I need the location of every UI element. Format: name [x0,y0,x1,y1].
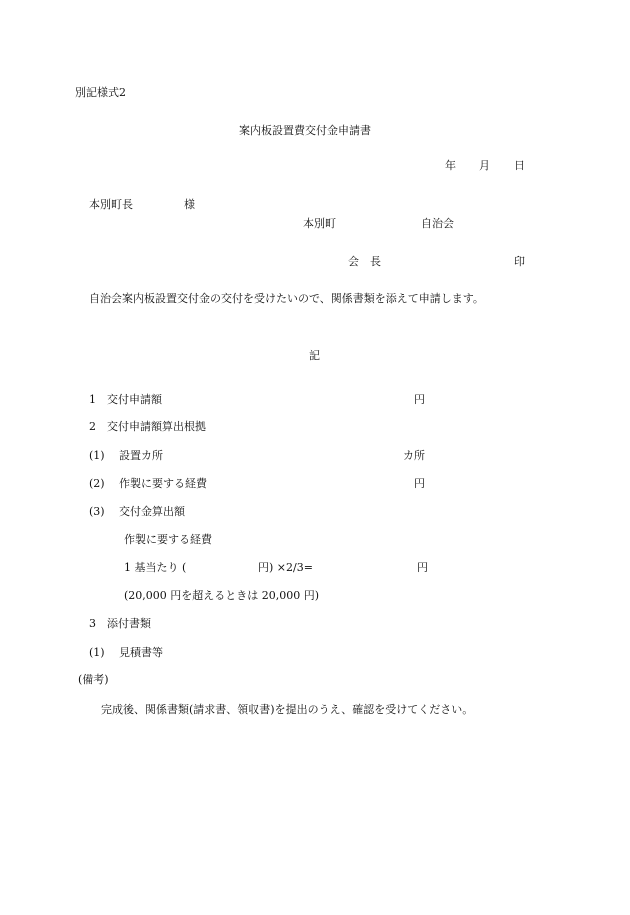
item3-label: 添付書類 [107,617,151,630]
remarks-text: 完成後、関係書類(請求書、領収書)を提出のうえ、確認を受けてください。 [101,703,474,716]
date-month: 月 [479,159,490,172]
intro-text: 自治会案内板設置交付金の交付を受けたいので、関係書類を添えて申請します。 [89,292,484,305]
sub1-number: (1) [89,449,105,462]
sub2-label: 作製に要する経費 [119,477,207,490]
ki-heading: 記 [309,349,320,362]
item2-number: 2 [89,420,96,433]
sub3-calc-unit: 円 [417,561,428,574]
item1-unit: 円 [414,393,425,406]
addressee-name: 本別町長 [89,198,133,211]
item3-number: 3 [89,617,96,630]
sub4-number: (1) [89,646,105,659]
sub3-calc-prefix: 1 基当たり ( [124,561,187,574]
sub3-label: 交付金算出額 [119,505,185,518]
sub3-number: (3) [89,505,105,518]
item1-number: 1 [89,393,96,406]
sub1-label: 設置カ所 [119,449,163,462]
form-title: 案内板設置費交付金申請書 [239,124,371,137]
sub2-unit: 円 [414,477,425,490]
sub3-note: (20,000 円を超えるときは 20,000 円) [124,589,320,602]
sub3-expense-line: 作製に要する経費 [124,533,212,546]
sub4-label: 見積書等 [119,646,163,659]
remarks-heading: (備考) [78,673,109,686]
addressee-honorific: 様 [184,198,195,211]
sub2-number: (2) [89,477,105,490]
item1-label: 交付申請額 [107,393,162,406]
sub1-unit: カ所 [403,449,425,462]
item2-label: 交付申請額算出根拠 [107,420,206,433]
seal-mark: 印 [514,255,525,268]
date-day: 日 [514,159,525,172]
form-number: 別記様式2 [75,86,126,99]
applicant-association: 自治会 [421,217,454,230]
sub3-calc-suffix: 円) ×2/3= [258,561,313,574]
applicant-role: 会 長 [348,255,381,268]
date-year: 年 [445,159,456,172]
applicant-town: 本別町 [303,217,336,230]
